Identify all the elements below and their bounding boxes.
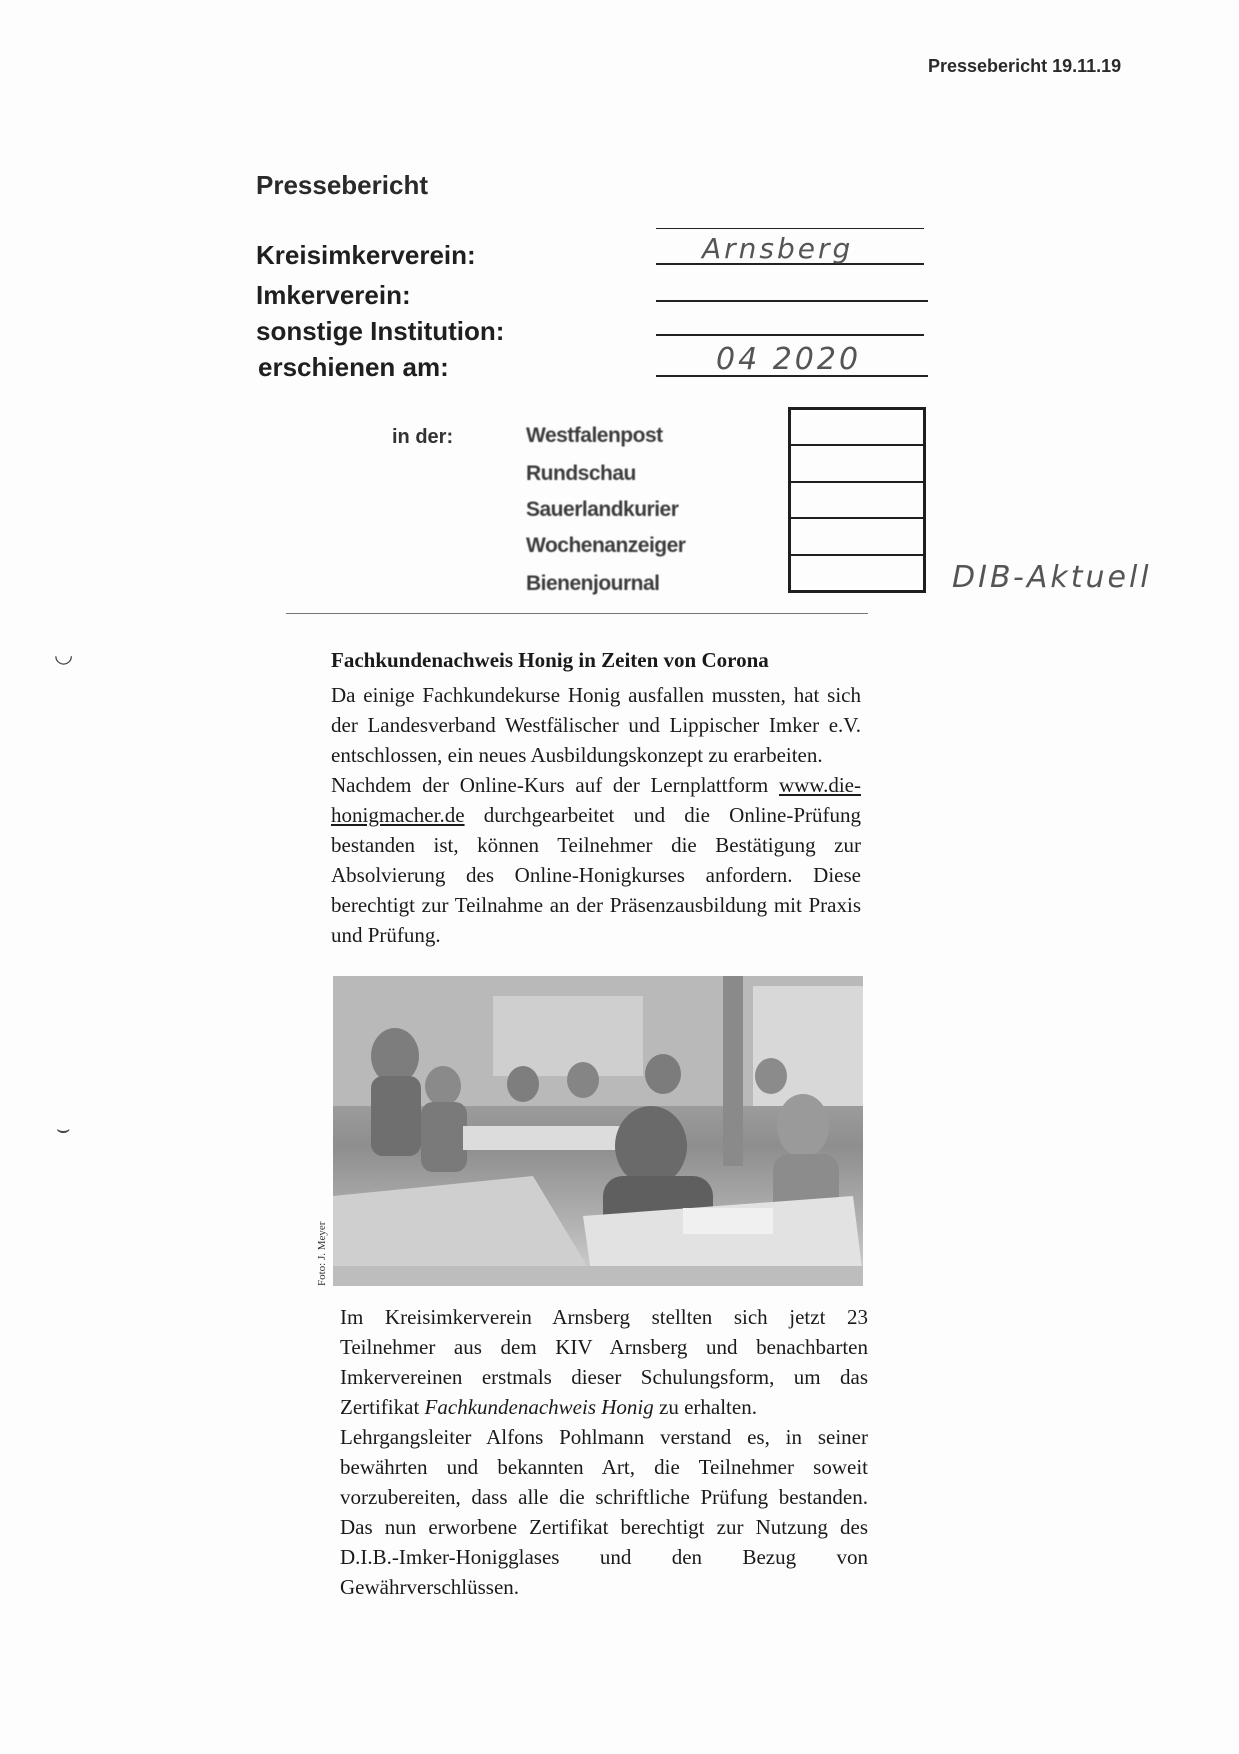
form-separator	[286, 613, 868, 614]
article-paragraph: Lehrgangsleiter Alfons Pohlmann verstand es, in seiner bewährten und bekannten Art, die Teilnehmer soweit vorzubereiten, dass alle die schriftliche Prüfung bestanden. Das nun erworbene Zertifikat berechtigt zur Nutzung des D.I.B.-Imker-Honigglases und den Bezug von Gewährverschlüssen.	[340, 1425, 868, 1599]
form-title: Pressebericht	[256, 170, 428, 200]
handwritten-dib-note: DIB-Aktuell	[952, 560, 1152, 595]
checkbox-bienenjournal[interactable]	[791, 556, 923, 590]
article-italic-text: Fachkundenachweis Honig	[424, 1395, 654, 1419]
handwritten-kreisimkerverein: Arnsberg	[702, 232, 854, 265]
form-label-imkerverein: Imkerverein:	[256, 280, 411, 310]
newspaper-wochenanzeiger: Wochenanzeiger	[526, 534, 686, 557]
newspaper-sauerlandkurier: Sauerlandkurier	[526, 498, 679, 521]
form-label-sonstige-institution: sonstige Institution:	[256, 316, 505, 346]
article-photo	[333, 976, 863, 1286]
form-line-sonstige-institution	[656, 334, 924, 336]
checkbox-wochenanzeiger[interactable]	[791, 519, 923, 555]
checkbox-westfalenpost[interactable]	[791, 410, 923, 446]
form-label-kreisimkerverein: Kreisimkerverein:	[256, 240, 476, 270]
article-url-link[interactable]: www.die-honigmacher.de	[331, 773, 861, 827]
newspaper-checkbox-grid	[788, 407, 926, 593]
form-line-imkerverein	[656, 300, 928, 302]
article-text: Im Kreisimkerverein Arnsberg stellten sich jetzt 23 Teilnehmer aus dem KIV Arnsberg und benachbarten Imkervereinen erstmals dieser Schulungsform, um das Zertifikat	[340, 1305, 868, 1419]
article-paragraph	[340, 1302, 868, 1422]
handwritten-erschienen-am: 04 2020	[716, 342, 862, 377]
article-text: zu erhalten.	[653, 1395, 757, 1419]
newspaper-rundschau: Rundschau	[526, 462, 636, 485]
article-paragraph	[331, 770, 861, 950]
article-text: Nachdem der Online-Kurs auf der Lernplattform	[331, 773, 779, 797]
form-line-top	[656, 228, 924, 229]
checkbox-sauerlandkurier[interactable]	[791, 483, 923, 519]
in-der-label: in der:	[392, 426, 454, 448]
header-date-stamp: Pressebericht 19.11.19	[928, 56, 1122, 76]
newspaper-westfalenpost: Westfalenpost	[526, 424, 663, 447]
margin-mark-icon: ◡	[54, 642, 74, 667]
article-body	[331, 680, 861, 950]
form-label-erschienen-am: erschienen am:	[258, 352, 449, 382]
photo-credit: Foto: J. Meyer	[316, 1221, 328, 1286]
article-text: durchgearbeitet und die Online-Prüfung bestanden ist, können Teilnehmer die Bestätigung zur Absolvierung des Online-Honigkurses anfordern. Diese berechtigt zur Teilnahme an der Präsenzausbildung mit Praxis und Prüfung.	[331, 803, 861, 947]
article-caption	[340, 1302, 868, 1602]
checkbox-rundschau[interactable]	[791, 446, 923, 482]
margin-mark-icon: ⌣	[56, 1116, 71, 1141]
classroom-photo-illustration	[333, 976, 863, 1286]
article-paragraph: Da einige Fachkundekurse Honig ausfallen mussten, hat sich der Landesverband Westfälischer und Lippischer Imker e.V. entschlossen, ein neues Ausbildungskonzept zu erarbeiten.	[331, 683, 861, 767]
article-title: Fachkundenachweis Honig in Zeiten von Corona	[331, 648, 769, 672]
newspaper-bienenjournal: Bienenjournal	[526, 572, 660, 595]
